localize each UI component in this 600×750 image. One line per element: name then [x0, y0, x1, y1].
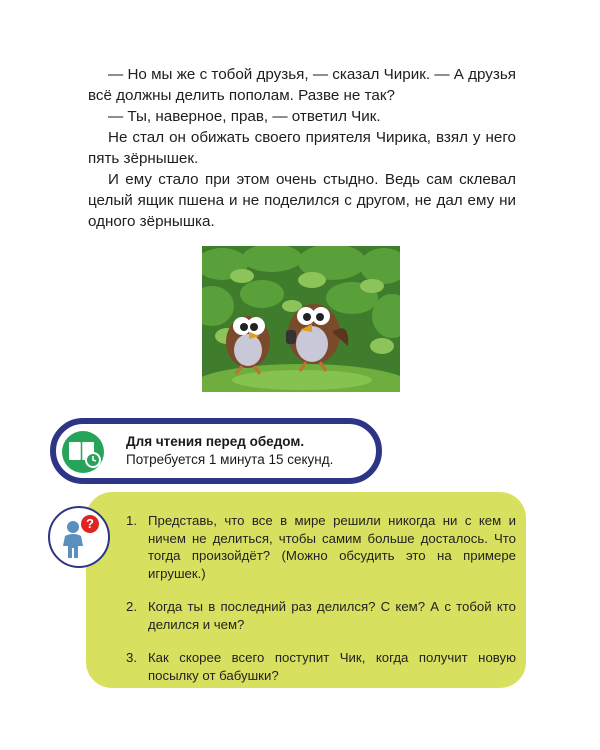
reading-time-panel	[50, 418, 382, 484]
question-item	[126, 512, 516, 582]
question-text: Когда ты в последний раз делился? С кем? А с тобой кто делился и чем?	[148, 599, 516, 632]
question-text: Как скорее всего поступит Чик, когда получит новую посылку от бабушки?	[148, 650, 516, 683]
question-text: Представь, что все в мире решили никогда ни с кем и ничем не делиться, чтобы самим больше досталось. Что тогда произойдёт? (Можно обсудить это на примере игрушек.)	[148, 513, 516, 581]
questions-list	[126, 512, 516, 700]
question-item	[126, 649, 516, 684]
reading-duration: Потребуется 1 минута 15 секунд.	[126, 452, 334, 467]
story-text	[88, 64, 516, 232]
story-paragraph: — Ты, наверное, прав, — ответил Чик.	[108, 108, 381, 125]
question-number: 2.	[126, 599, 137, 614]
reading-title: Для чтения перед обедом.	[126, 434, 305, 449]
question-item	[126, 598, 516, 633]
story-paragraph: — Но мы же с тобой друзья, — сказал Чирик. — А друзья всё должны делить пополам. Разве не так?	[88, 66, 516, 104]
story-paragraph: И ему стало при этом очень стыдно. Ведь сам склевал целый ящик пшена и не поделился с другом, не дал ему ни одного зёрнышка.	[88, 171, 516, 230]
book-clock-icon	[62, 431, 104, 473]
story-paragraph: Не стал он обижать своего приятеля Чирика, взял у него пять зёрнышек.	[88, 129, 516, 167]
sparrows-illustration	[202, 246, 400, 392]
child-question-icon	[48, 506, 110, 568]
question-number: 1.	[126, 513, 137, 528]
svg-text:?: ?	[86, 516, 94, 531]
question-number: 3.	[126, 650, 137, 665]
